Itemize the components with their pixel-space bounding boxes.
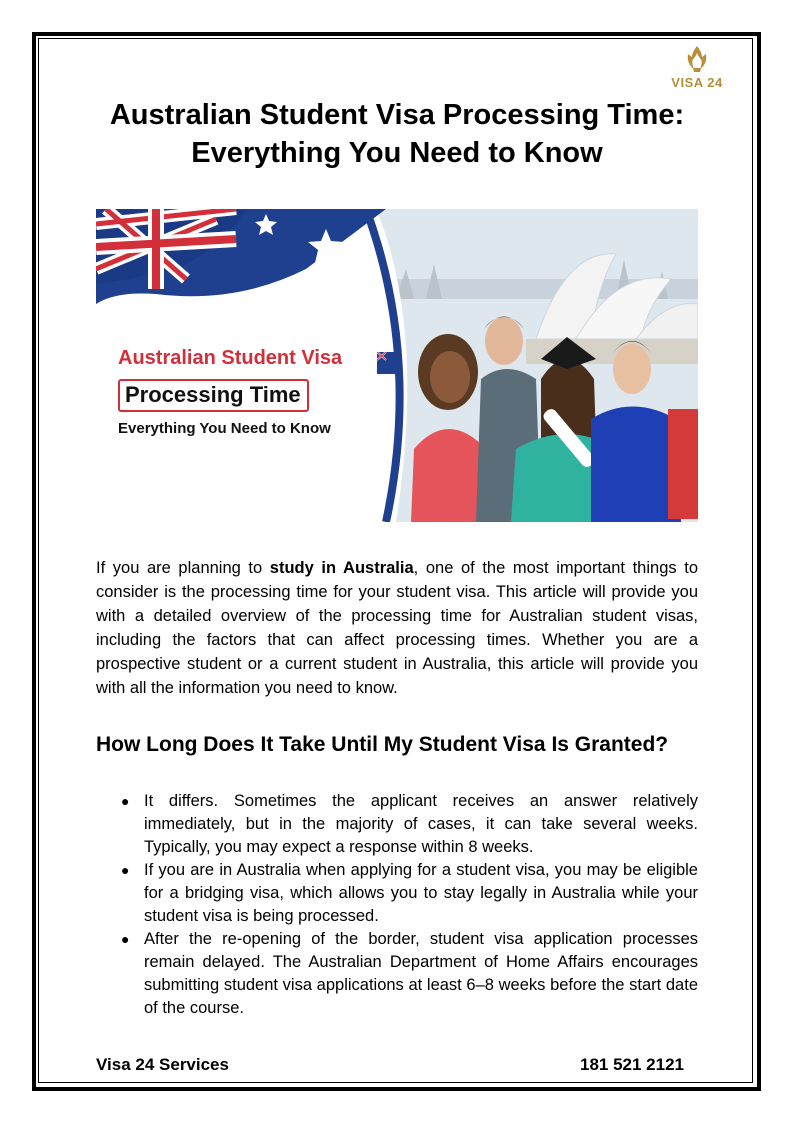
bullet-icon: ● [121, 793, 130, 809]
list-item [96, 859, 698, 928]
hero-subline: Everything You Need to Know [118, 420, 331, 437]
intro-text-after: , one of the most important things to consider is the processing time for your student visa. This article will provide you with a detailed overview of the processing time for Australian student visas, including the factors that can affect processing times. Whether you are a prospective student or a current student in Australia, this article will provide you with all the information you need to know. [96, 559, 698, 697]
page-title: Australian Student Visa Processing Time: Everything You Need to Know [109, 99, 685, 169]
intro-bold-link: study in Australia [269, 559, 414, 577]
intro-paragraph [96, 556, 698, 700]
footer-phone: 181 521 2121 [580, 1055, 684, 1074]
list-item [96, 790, 698, 859]
hero-processing-box: Processing Time [118, 379, 309, 412]
crown-icon [682, 44, 712, 74]
hero-headline: Australian Student Visa [118, 347, 343, 369]
bullet-icon: ● [121, 862, 130, 878]
visa24-logo [662, 44, 732, 94]
bullet-text: It differs. Sometimes the applicant receives an answer relatively immediately, but in the majority of cases, it can take several weeks. Typically, you may expect a response within 8 weeks. [144, 792, 698, 856]
intro-text-before: If you are planning to [96, 559, 270, 577]
hero-banner [96, 209, 698, 522]
list-item [96, 928, 698, 1020]
logo-text: VISA 24 [671, 75, 723, 90]
bullet-text: After the re-opening of the border, student visa application processes remain delayed. The Australian Department of Home Affairs encourages submitting student visa applications at least 6–8 weeks before the start date of the course. [144, 930, 698, 1017]
footer-company: Visa 24 Services [96, 1055, 229, 1074]
bullet-icon: ● [121, 931, 130, 947]
bullet-text: If you are in Australia when applying for a student visa, you may be eligible for a bridging visa, which allows you to stay legally in Australia while your student visa is being processed. [144, 861, 698, 925]
section-heading: How Long Does It Take Until My Student Visa Is Granted? [96, 733, 669, 756]
bullet-list [96, 790, 698, 1020]
